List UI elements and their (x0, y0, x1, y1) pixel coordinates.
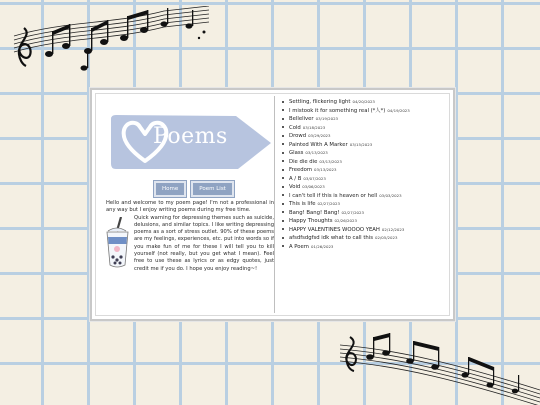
poem-title: HAPPY VALENTINES WOOOO YEAH (289, 226, 380, 233)
poem-title: afsdfsdgfsd idk what to call this (289, 235, 373, 241)
poem-list-item[interactable] (282, 98, 450, 107)
intro-line-1: Hello and welcome to my poem page! I'm not a professional in any way but I enjoy writing poems during my free time. (106, 200, 274, 214)
poem-title: Bang! Bang! Bang! (289, 209, 340, 216)
poem-list-item[interactable] (282, 209, 450, 218)
poem-title: I can't tell if this is heaven or hell (289, 192, 378, 199)
poem-title: Belleliver (289, 116, 314, 122)
poem-list-item[interactable] (282, 166, 450, 175)
poem-date: 03/19/2023 (315, 116, 339, 121)
poem-date: 03/06/2023 (302, 184, 325, 189)
poem-title: Settling, flickering light (289, 99, 351, 105)
poem-title: A Poem (289, 243, 309, 250)
poem-list-item[interactable] (282, 141, 450, 150)
poem-list-button[interactable]: Poem List (191, 181, 234, 197)
poem-title: Painted With A Marker (289, 141, 348, 148)
music-notes-top-icon (4, 6, 214, 76)
poem-date: 02/05/2023 (375, 235, 398, 240)
poem-date: 03/03/2023 (379, 192, 402, 198)
poem-list-item[interactable] (282, 132, 450, 141)
poem-list-item[interactable] (282, 149, 450, 158)
poem-list (282, 98, 450, 251)
poem-title: A / B (289, 175, 302, 182)
poem-title: Cold (289, 124, 301, 131)
poem-list-item[interactable] (282, 217, 450, 226)
poem-title: Happy Thoughts (289, 218, 333, 224)
poem-list-panel (282, 98, 450, 313)
poem-list-item[interactable] (282, 124, 450, 133)
poem-list-item[interactable] (282, 115, 450, 124)
poem-list-item[interactable] (282, 234, 450, 243)
poem-title: I mistook it for something real (*人*) (289, 107, 386, 114)
poem-date: 02/12/2023 (381, 226, 405, 232)
poem-page-window (90, 88, 455, 321)
poem-date: 03/07/2023 (303, 175, 326, 181)
poem-date: 01/26/2023 (310, 243, 334, 249)
poem-list-item[interactable] (282, 183, 450, 192)
poem-date: 02/27/2023 (317, 201, 340, 206)
intro-text (106, 200, 274, 273)
music-notes-bottom-icon (340, 325, 540, 405)
poem-title: Glass (289, 150, 304, 156)
panel-divider (274, 96, 275, 313)
poem-list-item[interactable] (282, 243, 450, 252)
poem-date: 03/13/2023 (305, 150, 328, 155)
poem-list-item[interactable] (282, 175, 450, 184)
poem-title: Freedom (289, 167, 313, 173)
poem-title: This is life (289, 201, 316, 207)
poem-title: Drowd (289, 133, 307, 139)
poem-date: 03/29/2023 (308, 133, 331, 138)
home-button[interactable]: Home (154, 181, 186, 197)
poem-date: 02/26/2023 (334, 218, 357, 223)
poem-date: 04/20/2023 (352, 99, 375, 104)
poem-list-item[interactable] (282, 226, 450, 235)
intro-line-2: Quick warning for depressing themes such as suicide, delusions, and similar topics. I like writing depressing poems as a sort of stress outlet. 90% of these poems are my feelings, experiences, etc. put into words so if you make fun of me for these I will tell you to kill yourself (not really, but you get what I mean). Feel free to use these as lyrics or as edgy quotes, just credit me if you do. I hope you enjoy reading~! (134, 214, 274, 272)
nav-buttons (154, 181, 234, 197)
poem-date: 02/27/2023 (341, 209, 364, 215)
poem-list-item[interactable] (282, 200, 450, 209)
poem-list-item[interactable] (282, 158, 450, 167)
poem-date: 03/13/2023 (319, 158, 342, 164)
poem-title: Die die die (289, 158, 318, 165)
poem-title: Void (289, 184, 301, 190)
poem-date: 04/19/2023 (387, 107, 410, 113)
poem-date: 03/13/2023 (314, 167, 337, 172)
bubble-tea-icon (104, 217, 131, 269)
poem-date: 03/15/2023 (349, 141, 373, 147)
intro-panel (96, 94, 273, 315)
page-title: Poems (153, 124, 228, 149)
poem-date: 03/18/2023 (302, 124, 326, 130)
poem-list-item[interactable] (282, 107, 450, 116)
poem-list-item[interactable] (282, 192, 450, 201)
